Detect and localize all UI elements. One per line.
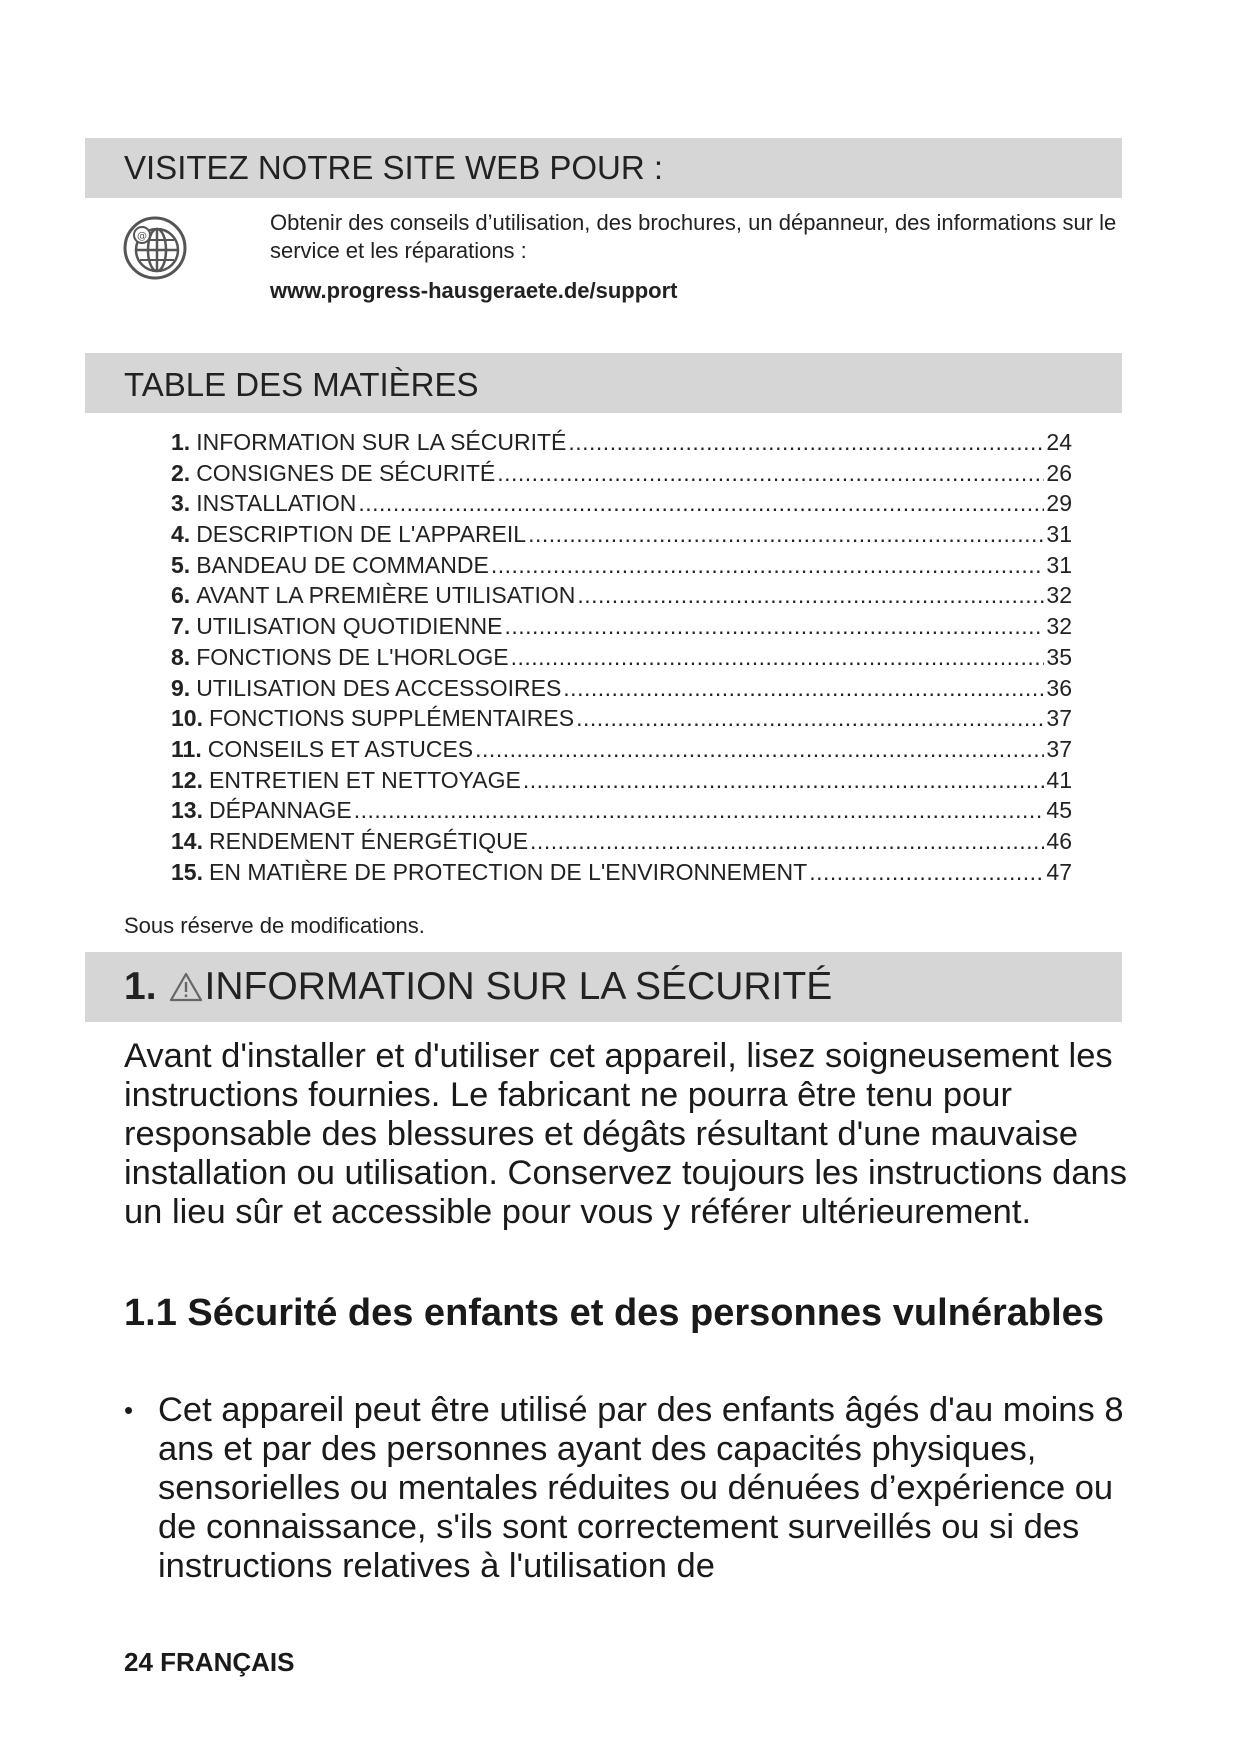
toc-leader-dots <box>568 427 1044 458</box>
toc-item-label: DESCRIPTION DE L'APPAREIL <box>196 521 527 548</box>
visit-title: VISITEZ NOTRE SITE WEB POUR : <box>124 149 664 186</box>
bullet-dot: • <box>124 1395 134 1425</box>
toc-item-number: 8. <box>171 643 191 670</box>
toc-item-number: 6. <box>171 582 191 609</box>
toc-list <box>171 427 1072 887</box>
bullet-text: Cet appareil peut être utilisé par des enfants âgés d'au moins 8 ans et par des personnes ayant des capacités physiques, sensorielles ou mentales réduites ou dénuées d’expérience ou de connaissance, s'ils sont correctement surveillés ou si des instructions relatives à l'utilisation de <box>158 1391 1124 1585</box>
toc-leader-dots <box>563 673 1044 704</box>
toc-leader-dots <box>577 580 1044 611</box>
toc-item[interactable] <box>171 519 1072 550</box>
toc-leader-dots <box>809 857 1044 888</box>
toc-item-label: UTILISATION DES ACCESSOIRES <box>196 674 562 701</box>
toc-item-label: INSTALLATION <box>196 490 357 517</box>
toc-item[interactable] <box>171 458 1072 489</box>
page-footer: 24 FRANÇAIS <box>124 1647 295 1677</box>
toc-leader-dots <box>523 765 1045 796</box>
toc-item[interactable] <box>171 734 1072 765</box>
toc-item-page: 31 <box>1046 551 1072 578</box>
toc-item-number: 11. <box>171 735 202 762</box>
toc-item-page: 31 <box>1046 521 1072 548</box>
toc-leader-dots <box>354 795 1045 826</box>
toc-item-page: 37 <box>1046 705 1072 732</box>
toc-item-label: FONCTIONS SUPPLÉMENTAIRES <box>208 705 575 732</box>
toc-item[interactable] <box>171 673 1072 704</box>
section-number: 1. <box>124 965 157 1008</box>
toc-item-label: UTILISATION QUOTIDIENNE <box>196 613 503 640</box>
toc-leader-dots <box>358 488 1044 519</box>
toc-item-number: 4. <box>171 521 191 548</box>
toc-item-number: 9. <box>171 674 191 701</box>
toc-item-number: 7. <box>171 613 191 640</box>
toc-item-number: 15. <box>171 858 203 885</box>
toc-leader-dots <box>491 550 1045 581</box>
modification-notice: Sous réserve de modifications. <box>124 913 425 938</box>
toc-title: TABLE DES MATIÈRES <box>124 366 479 403</box>
warning-triangle-icon <box>169 972 203 1002</box>
toc-leader-dots <box>530 826 1044 857</box>
toc-item-label: DÉPANNAGE <box>208 797 352 824</box>
toc-item-number: 10. <box>171 705 203 732</box>
toc-item-page: 32 <box>1046 582 1072 609</box>
bullet-item <box>124 1391 1134 1586</box>
toc-item-page: 24 <box>1046 429 1072 455</box>
toc-item-label: ENTRETIEN ET NETTOYAGE <box>208 766 521 793</box>
toc-item[interactable] <box>171 826 1072 857</box>
toc-item[interactable] <box>171 580 1072 611</box>
toc-item-page: 41 <box>1046 766 1072 793</box>
toc-item-page: 35 <box>1046 643 1072 670</box>
toc-leader-dots <box>475 734 1044 765</box>
toc-leader-dots <box>576 703 1044 734</box>
toc-item[interactable] <box>171 857 1072 888</box>
toc-item-number: 13. <box>171 797 203 824</box>
section-title-text: INFORMATION SUR LA SÉCURITÉ <box>204 965 833 1008</box>
toc-item[interactable] <box>171 795 1072 826</box>
visit-description: Obtenir des conseils d’utilisation, des brochures, un dépanneur, des informations sur le service et les réparations : <box>270 210 1117 263</box>
toc-item-number: 3. <box>171 490 191 517</box>
globe-web-icon <box>122 215 188 281</box>
toc-item-page: 46 <box>1046 827 1072 854</box>
intro-paragraph: Avant d'installer et d'utiliser cet appareil, lisez soigneusement les instructions fournies. Le fabricant ne pourra être tenu pour responsable des blessures et dégâts résultant d'une mauvaise installation ou utilisation. Conservez toujours les instructions dans un lieu sûr et accessible pour vous y référer ultérieurement. <box>124 1037 1127 1231</box>
toc-item[interactable] <box>171 765 1072 796</box>
toc-item-label: AVANT LA PREMIÈRE UTILISATION <box>196 582 576 609</box>
toc-item-number: 5. <box>171 551 191 578</box>
svg-text:@: @ <box>137 231 147 242</box>
toc-leader-dots <box>504 611 1044 642</box>
toc-item-label: INFORMATION SUR LA SÉCURITÉ <box>196 429 567 455</box>
support-url-link[interactable]: www.progress-hausgeraete.de/support <box>270 278 678 303</box>
toc-item-page: 29 <box>1046 490 1072 517</box>
toc-item-label: BANDEAU DE COMMANDE <box>196 551 489 578</box>
toc-item[interactable] <box>171 550 1072 581</box>
toc-item-label: RENDEMENT ÉNERGÉTIQUE <box>208 827 529 854</box>
toc-item-number: 14. <box>171 827 203 854</box>
section-title <box>124 965 832 1009</box>
toc-leader-dots <box>497 458 1044 489</box>
toc-item-label: CONSEILS ET ASTUCES <box>207 735 474 762</box>
toc-item-page: 36 <box>1046 674 1072 701</box>
toc-item[interactable] <box>171 427 1072 458</box>
toc-item[interactable] <box>171 611 1072 642</box>
toc-item-number: 12. <box>171 766 203 793</box>
toc-item-page: 37 <box>1046 735 1072 762</box>
toc-leader-dots <box>511 642 1045 673</box>
toc-item-number: 1. <box>171 429 191 455</box>
toc-item-page: 47 <box>1046 858 1072 885</box>
toc-item-number: 2. <box>171 459 191 486</box>
toc-item[interactable] <box>171 703 1072 734</box>
subsection-heading: 1.1 Sécurité des enfants et des personnes vulnérables <box>124 1292 1104 1334</box>
toc-item-page: 32 <box>1046 613 1072 640</box>
toc-item-label: FONCTIONS DE L'HORLOGE <box>196 643 509 670</box>
toc-item[interactable] <box>171 642 1072 673</box>
toc-leader-dots <box>528 519 1044 550</box>
toc-item-page: 26 <box>1046 459 1072 486</box>
toc-item[interactable] <box>171 488 1072 519</box>
toc-item-label: EN MATIÈRE DE PROTECTION DE L'ENVIRONNEMENT <box>208 858 808 885</box>
toc-item-label: CONSIGNES DE SÉCURITÉ <box>196 459 496 486</box>
toc-item-page: 45 <box>1046 797 1072 824</box>
